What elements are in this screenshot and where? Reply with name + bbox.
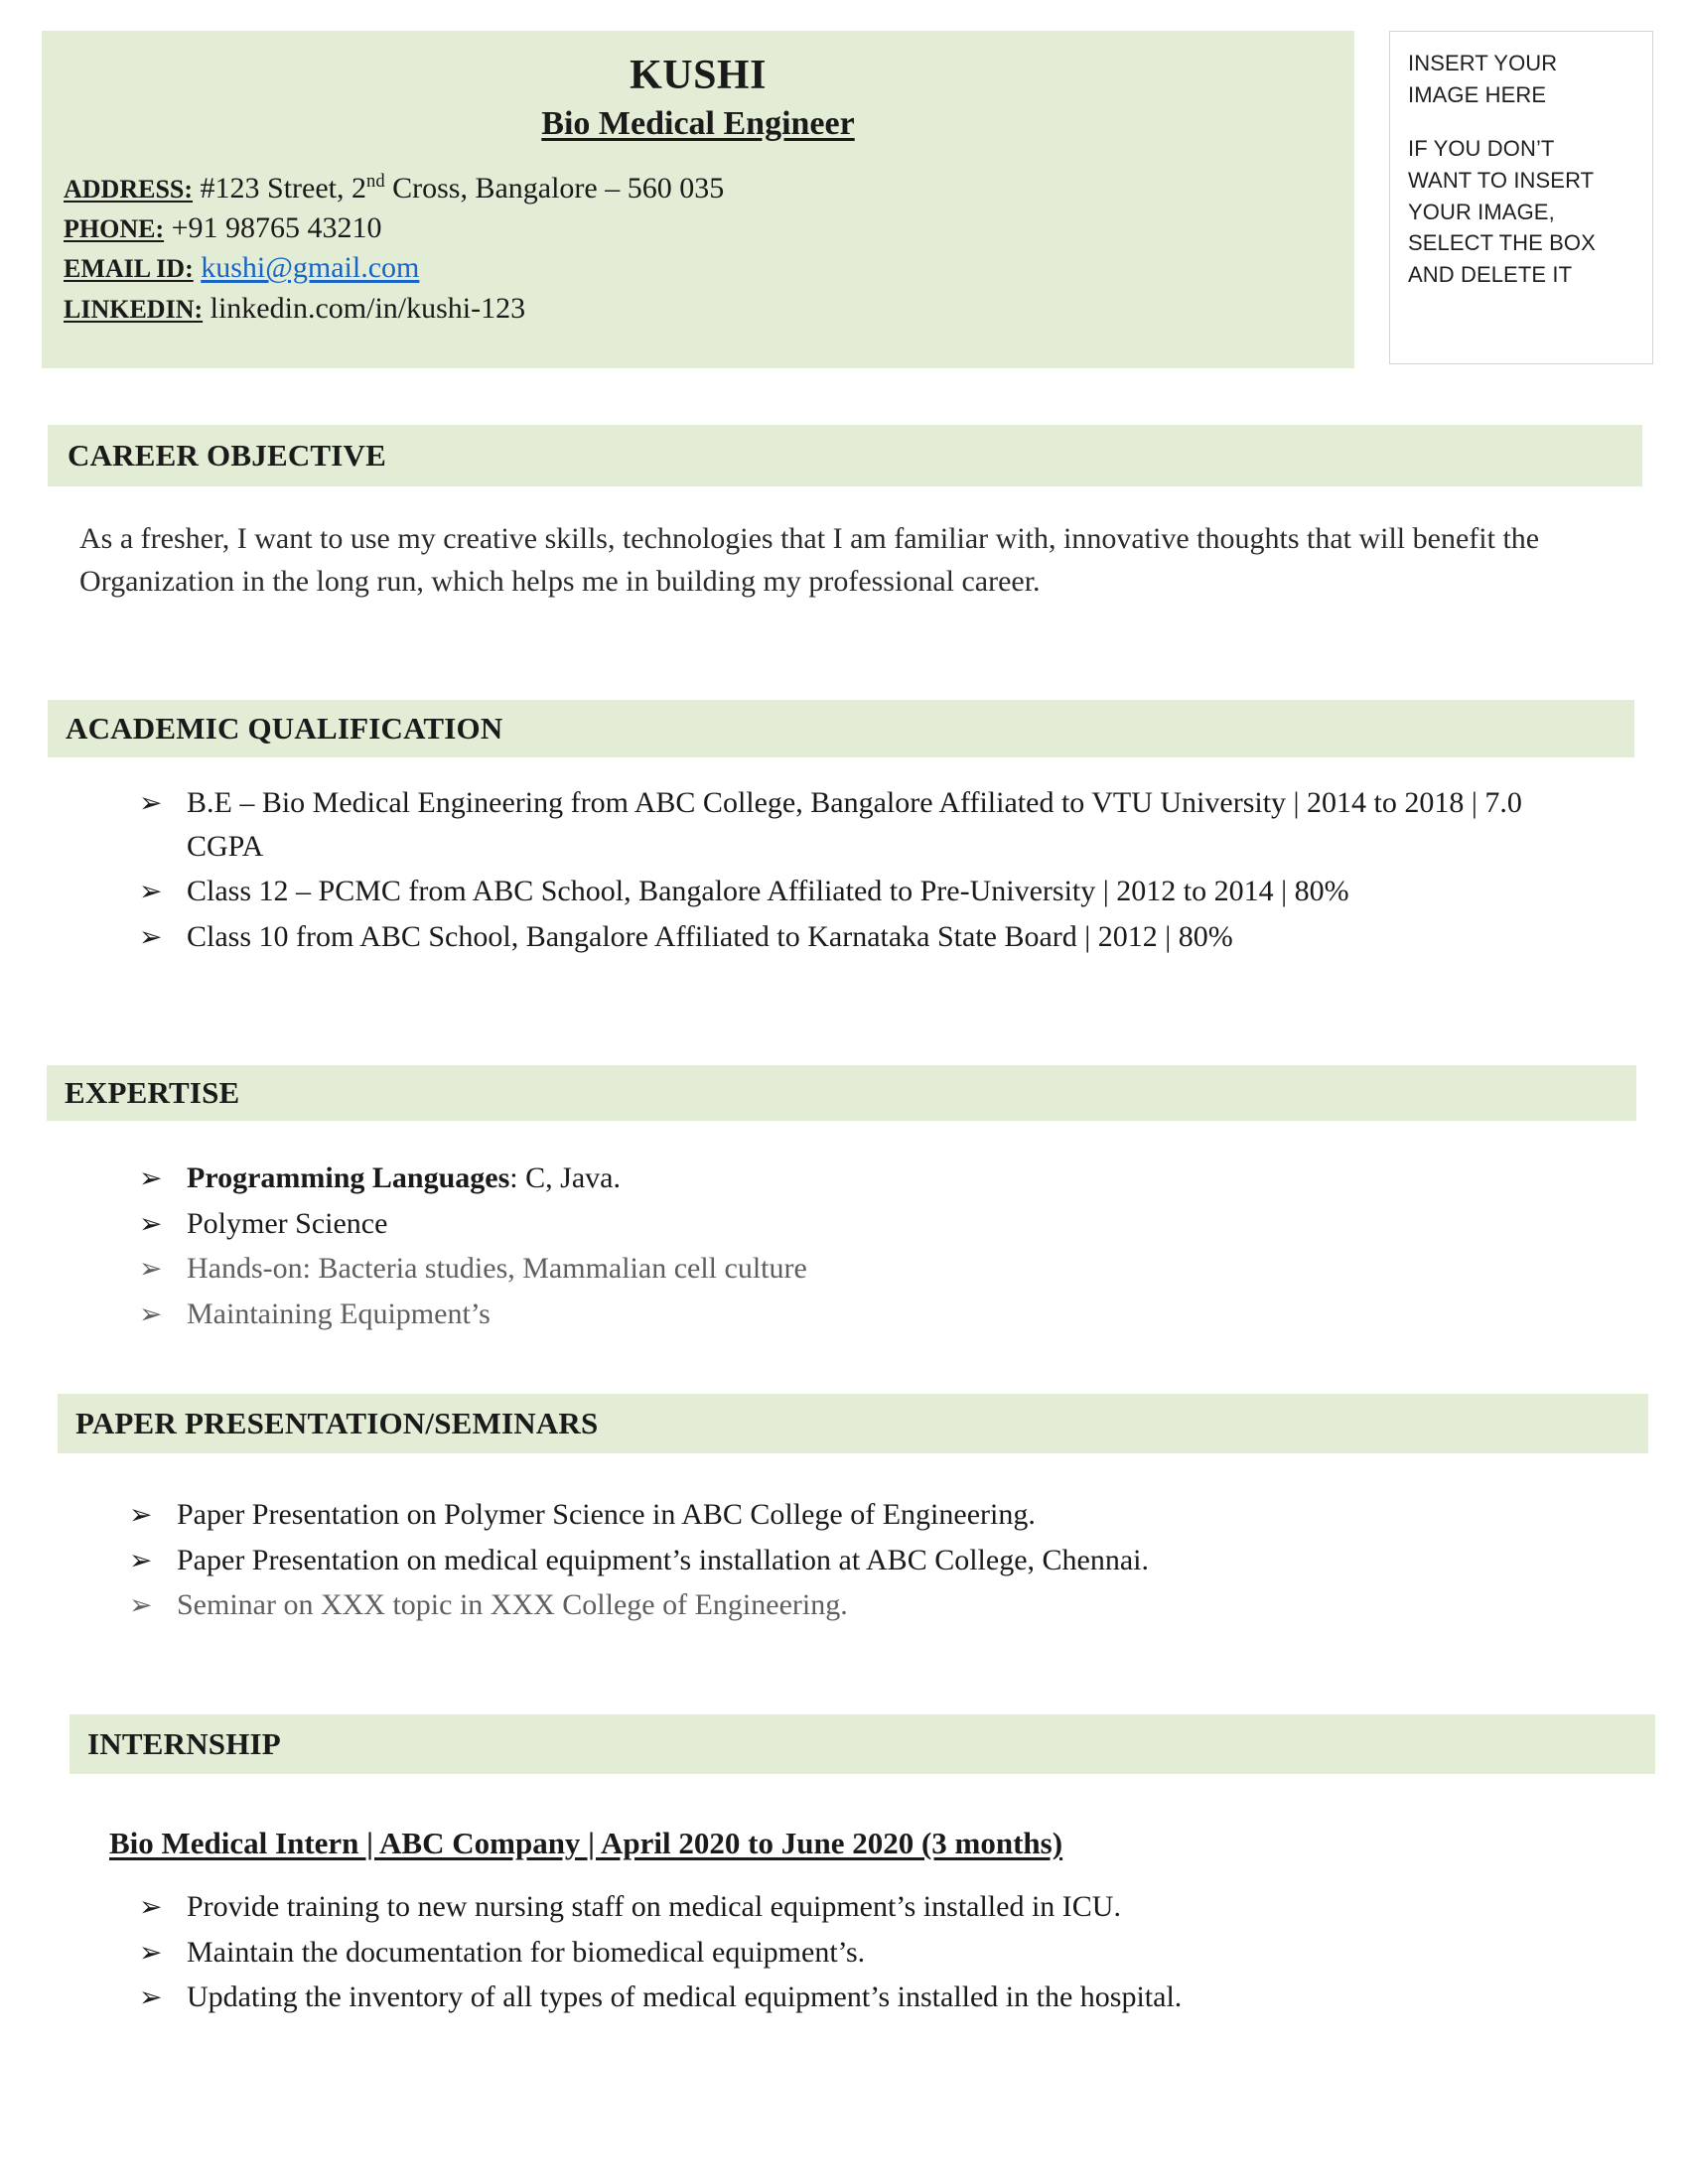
list-item: [139, 1931, 1589, 1975]
bullet-arrow-icon: ➢: [129, 1588, 153, 1621]
list-item: [139, 1157, 1569, 1200]
internship-item-text: Updating the inventory of all types of medical equipment’s installed in the hospital.: [187, 1980, 1183, 2013]
photo-placeholder-gap: [1408, 111, 1636, 133]
photo-placeholder-line-2: IMAGE HERE: [1408, 81, 1547, 107]
bullet-arrow-icon: ➢: [139, 1980, 163, 2013]
academic-item-text: Class 10 from ABC School, Bangalore Affiliated to Karnataka State Board | 2012 | 80%: [187, 919, 1233, 953]
internship-item-text: Maintain the documentation for biomedical equipment’s.: [187, 1935, 866, 1969]
section-title-internship: INTERNSHIP: [87, 1726, 281, 1761]
section-header-paper-presentation: [58, 1394, 1648, 1453]
section-title-paper-presentation: PAPER PRESENTATION/SEMINARS: [75, 1406, 599, 1440]
list-item: [129, 1539, 1579, 1582]
contact-label-linkedin: LINKEDIN:: [64, 294, 204, 324]
career-objective-paragraph: As a fresher, I want to use my creative skills, technologies that I am familiar with, innovative thoughts that will benefit the Organization in the long run, which helps me in building my professional career.: [79, 522, 1540, 598]
bullet-arrow-icon: ➢: [139, 919, 163, 953]
bullet-arrow-icon: ➢: [139, 1297, 163, 1330]
contact-value-address-pre: #123 Street, 2: [200, 172, 367, 205]
list-item: [129, 1493, 1579, 1537]
contact-row-phone: [64, 208, 1354, 248]
internship-list: [139, 1885, 1589, 2019]
photo-placeholder-line-3: IF YOU DON’T: [1408, 135, 1555, 161]
list-item: [139, 915, 1569, 959]
academic-item-text: B.E – Bio Medical Engineering from ABC College, Bangalore Affiliated to VTU University | 2014 to 2018 | 7.0 CGPA: [187, 786, 1522, 863]
bullet-arrow-icon: ➢: [139, 1890, 163, 1923]
section-header-academic-qualification: [48, 700, 1634, 757]
contact-label-phone: PHONE:: [64, 214, 165, 244]
bullet-arrow-icon: ➢: [129, 1498, 153, 1531]
paper-presentation-list: [129, 1493, 1579, 1627]
internship-job-heading: Bio Medical Intern | ABC Company | April 2020 to June 2020 (3 months): [109, 1826, 1063, 1860]
photo-placeholder-line-5: YOUR IMAGE,: [1408, 199, 1555, 224]
contact-label-email: EMAIL ID:: [64, 254, 194, 284]
bullet-arrow-icon: ➢: [139, 1206, 163, 1240]
list-item: [139, 1247, 1569, 1291]
list-item: [139, 1202, 1569, 1246]
section-expertise: [0, 1065, 1688, 1337]
contact-list: [42, 169, 1354, 329]
list-item: [129, 1583, 1579, 1627]
bullet-arrow-icon: ➢: [139, 875, 163, 907]
address-ordinal-superscript: nd: [366, 171, 385, 193]
internship-item-text: Provide training to new nursing staff on medical equipment’s installed in ICU.: [187, 1890, 1121, 1923]
candidate-job-title: Bio Medical Engineer: [541, 105, 855, 143]
expertise-list: [139, 1157, 1569, 1335]
photo-placeholder-line-4: WANT TO INSERT: [1408, 167, 1595, 193]
list-item: [139, 1293, 1569, 1336]
section-title-expertise: EXPERTISE: [65, 1075, 240, 1110]
contact-label-address: ADDRESS:: [64, 175, 194, 205]
section-header-expertise: [47, 1065, 1636, 1121]
bullet-arrow-icon: ➢: [139, 1252, 163, 1285]
photo-placeholder-line-6: SELECT THE BOX: [1408, 230, 1596, 256]
section-career-objective: [0, 425, 1688, 603]
section-internship: [0, 1714, 1688, 2021]
list-item: [139, 1976, 1589, 2019]
list-item: [139, 781, 1569, 868]
section-paper-presentation: [0, 1394, 1688, 1629]
expertise-item-text: Polymer Science: [187, 1206, 388, 1240]
contact-value-address-post: Cross, Bangalore – 560 035: [384, 172, 725, 205]
email-link[interactable]: kushi@gmail.com: [201, 251, 420, 285]
paper-item-text: Seminar on XXX topic in XXX College of Engineering.: [177, 1588, 848, 1621]
header-banner: [42, 31, 1354, 368]
expertise-item-text: : C, Java.: [509, 1161, 621, 1194]
contact-value-linkedin: linkedin.com/in/kushi-123: [210, 291, 526, 325]
bullet-arrow-icon: ➢: [139, 786, 163, 819]
section-title-career-objective: CAREER OBJECTIVE: [68, 438, 387, 473]
contact-row-address: [64, 169, 1354, 208]
bullet-arrow-icon: ➢: [129, 1543, 153, 1576]
contact-row-linkedin: [64, 289, 1354, 329]
photo-placeholder-box[interactable]: [1389, 31, 1653, 364]
section-title-academic-qualification: ACADEMIC QUALIFICATION: [66, 711, 503, 746]
academic-qualification-list: [139, 781, 1569, 958]
expertise-item-text: Maintaining Equipment’s: [187, 1297, 491, 1330]
resume-header: [0, 0, 1688, 387]
section-header-internship: [70, 1714, 1655, 1774]
candidate-job-title-line: [42, 105, 1354, 143]
expertise-item-lead: Programming Languages: [187, 1161, 510, 1194]
academic-item-text: Class 12 – PCMC from ABC School, Bangalore Affiliated to Pre-University | 2012 to 2014 | 80%: [187, 875, 1349, 907]
candidate-name: KUSHI: [630, 53, 767, 98]
paper-item-text: Paper Presentation on medical equipment’s installation at ABC College, Chennai.: [177, 1543, 1149, 1576]
paper-item-text: Paper Presentation on Polymer Science in ABC College of Engineering.: [177, 1498, 1036, 1531]
bullet-arrow-icon: ➢: [139, 1935, 163, 1969]
photo-placeholder-line-7: AND DELETE IT: [1408, 262, 1573, 288]
list-item: [139, 1885, 1589, 1929]
bullet-arrow-icon: ➢: [139, 1161, 163, 1194]
photo-placeholder-line-1: INSERT YOUR: [1408, 51, 1558, 75]
list-item: [139, 870, 1569, 913]
section-header-career-objective: [48, 425, 1642, 486]
section-academic-qualification: [0, 700, 1688, 960]
expertise-item-text: Hands-on: Bacteria studies, Mammalian cell culture: [187, 1252, 807, 1285]
contact-value-phone: +91 98765 43210: [171, 211, 382, 245]
contact-row-email: [64, 248, 1354, 288]
